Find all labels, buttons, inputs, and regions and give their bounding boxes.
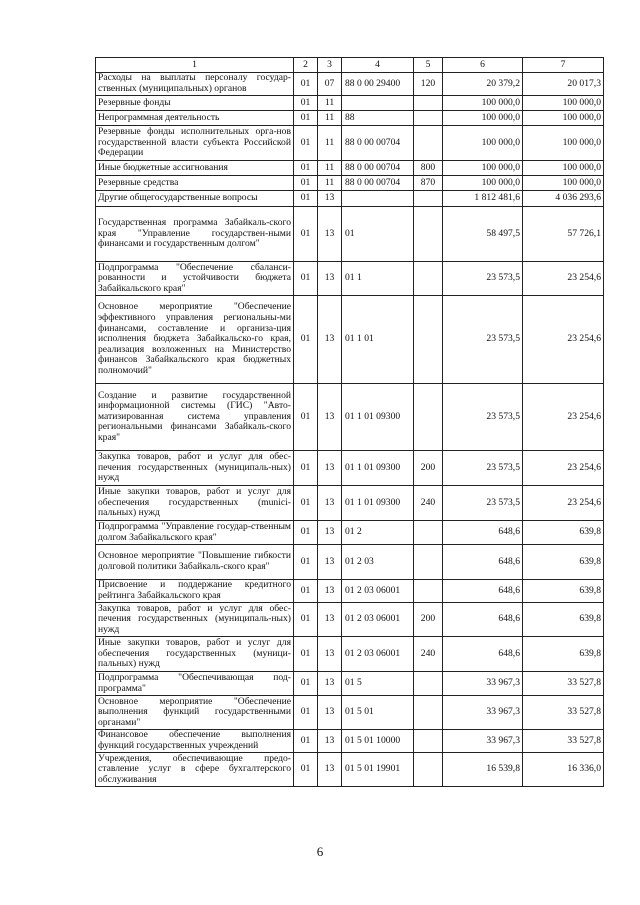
row-amount-2: 100 000,0 [523,161,604,176]
row-amount-2: 100 000,0 [523,176,604,191]
row-amount-1: 648,6 [443,521,523,545]
row-amount-2: 639,8 [523,603,604,637]
row-target-code: 01 1 [342,262,414,296]
row-amount-1: 16 539,8 [443,753,523,787]
row-section: 01 [294,451,318,486]
row-subsection: 13 [318,191,342,207]
row-amount-2: 100 000,0 [523,126,604,161]
table-row [96,753,604,787]
row-amount-2: 100 000,0 [523,96,604,111]
table-row [96,296,604,384]
row-name: Иные бюджетные ассигнования [96,161,294,176]
table-row [96,126,604,161]
row-target-code: 01 2 03 [342,545,414,580]
table-row [96,111,604,126]
row-expense-type: 800 [414,161,443,176]
row-target-code: 88 0 00 00704 [342,176,414,191]
header-cell-4: 4 [342,58,414,73]
row-section: 01 [294,262,318,296]
row-amount-1: 33 967,3 [443,672,523,696]
row-target-code: 01 [342,207,414,262]
row-name: Подпрограмма "Обеспечение сбаланси-рованности и устойчивости бюджета Забайкальского края" [96,262,294,296]
row-amount-2: 4 036 293,6 [523,191,604,207]
row-amount-1: 33 967,3 [443,730,523,753]
row-name: Основное мероприятие "Обеспечение эффективного управления региональны-ми финансами, составление и организа-ция исполнения бюджета Забайкальско-го края, реализация возложенных на Министерство финансов Забайкальского края бюджетных полномочий" [96,296,294,384]
row-section: 01 [294,111,318,126]
row-amount-1: 23 573,5 [443,296,523,384]
row-amount-2: 16 336,0 [523,753,604,787]
row-name: Резервные средства [96,176,294,191]
row-section: 01 [294,73,318,96]
row-expense-type [414,730,443,753]
row-amount-2: 639,8 [523,521,604,545]
row-name: Непрограммная деятельность [96,111,294,126]
row-section: 01 [294,296,318,384]
row-amount-1: 20 379,2 [443,73,523,96]
row-section: 01 [294,580,318,603]
table-header-row [96,58,604,73]
row-name: Создание и развитие государственной информационной системы (ГИС) "Авто-матизированная система управления региональными финансами Забайкаль-ского края" [96,384,294,451]
row-subsection: 11 [318,161,342,176]
row-expense-type: 240 [414,486,443,521]
row-amount-2: 33 527,8 [523,696,604,730]
row-amount-1: 648,6 [443,545,523,580]
row-subsection: 13 [318,545,342,580]
row-target-code [342,96,414,111]
header-cell-7: 7 [523,58,604,73]
row-target-code: 01 1 01 09300 [342,451,414,486]
row-subsection: 13 [318,296,342,384]
row-expense-type [414,126,443,161]
row-target-code: 01 5 01 [342,696,414,730]
table-row [96,207,604,262]
row-expense-type [414,521,443,545]
row-amount-2: 57 726,1 [523,207,604,262]
table-row [96,545,604,580]
row-expense-type [414,753,443,787]
page-number: 6 [316,844,324,859]
row-amount-1: 648,6 [443,637,523,672]
header-cell-3: 3 [318,58,342,73]
row-amount-1: 100 000,0 [443,176,523,191]
row-amount-1: 648,6 [443,580,523,603]
row-subsection: 13 [318,730,342,753]
row-name: Учреждения, обеспечивающие предо-ставление услуг в сфере бухгалтерского обслуживания [96,753,294,787]
table-row [96,262,604,296]
row-amount-1: 23 573,5 [443,262,523,296]
row-amount-1: 23 573,5 [443,486,523,521]
row-amount-1: 100 000,0 [443,161,523,176]
row-target-code: 01 5 [342,672,414,696]
row-subsection: 13 [318,603,342,637]
row-name: Подпрограмма "Обеспечивающая под-программа" [96,672,294,696]
row-section: 01 [294,176,318,191]
row-target-code: 01 5 01 10000 [342,730,414,753]
row-amount-2: 23 254,6 [523,486,604,521]
row-subsection: 11 [318,126,342,161]
row-amount-1: 100 000,0 [443,126,523,161]
table-body [96,73,604,787]
row-section: 01 [294,753,318,787]
row-subsection: 11 [318,176,342,191]
row-subsection: 13 [318,637,342,672]
row-expense-type [414,545,443,580]
row-target-code: 88 0 00 29400 [342,73,414,96]
budget-table [95,57,604,787]
header-cell-1: 1 [96,58,294,73]
row-name: Иные закупки товаров, работ и услуг для обеспечения государственных (munici-пальных) нужд [96,486,294,521]
row-subsection: 13 [318,696,342,730]
row-section: 01 [294,672,318,696]
row-section: 01 [294,96,318,111]
row-expense-type [414,296,443,384]
table-row [96,176,604,191]
row-name: Финансовое обеспечение выполнения функций государственных учреждений [96,730,294,753]
row-target-code [342,191,414,207]
budget-table-container [95,57,603,787]
row-name: Закупка товаров, работ и услуг для обес-печения государственных (муниципаль-ных) нужд [96,451,294,486]
row-amount-1: 23 573,5 [443,451,523,486]
row-subsection: 13 [318,580,342,603]
row-expense-type: 870 [414,176,443,191]
row-subsection: 13 [318,486,342,521]
row-section: 01 [294,126,318,161]
table-row [96,451,604,486]
row-target-code: 88 0 00 00704 [342,161,414,176]
row-name: Присвоение и поддержание кредитного рейтинга Забайкальского края [96,580,294,603]
row-section: 01 [294,545,318,580]
row-expense-type [414,262,443,296]
header-cell-5: 5 [414,58,443,73]
row-section: 01 [294,603,318,637]
row-expense-type: 200 [414,451,443,486]
row-subsection: 13 [318,262,342,296]
row-expense-type: 240 [414,637,443,672]
row-section: 01 [294,521,318,545]
row-amount-1: 23 573,5 [443,384,523,451]
row-subsection: 13 [318,384,342,451]
row-target-code: 01 5 01 19901 [342,753,414,787]
header-cell-2: 2 [294,58,318,73]
row-name: Основное мероприятие "Обеспечение выполнения функций государственными органами" [96,696,294,730]
row-expense-type [414,696,443,730]
row-name: Государственная программа Забайкаль-ского края "Управление государствен-ными финансами и государственным долгом" [96,207,294,262]
row-amount-2: 20 017,3 [523,73,604,96]
table-row [96,486,604,521]
row-name: Иные закупки товаров, работ и услуг для обеспечения государственных (муници-пальных) нужд [96,637,294,672]
table-row [96,96,604,111]
row-target-code: 01 1 01 [342,296,414,384]
table-row [96,73,604,96]
row-amount-2: 100 000,0 [523,111,604,126]
table-row [96,191,604,207]
row-amount-2: 23 254,6 [523,384,604,451]
row-target-code: 01 1 01 09300 [342,384,414,451]
table-row [96,730,604,753]
row-amount-2: 639,8 [523,580,604,603]
row-subsection: 13 [318,672,342,696]
row-name: Резервные фонды [96,96,294,111]
table-row [96,580,604,603]
row-amount-1: 648,6 [443,603,523,637]
row-amount-2: 33 527,8 [523,672,604,696]
row-name: Расходы на выплаты персоналу государ-ственных (муниципальных) органов [96,73,294,96]
row-amount-2: 23 254,6 [523,451,604,486]
row-amount-1: 58 497,5 [443,207,523,262]
row-section: 01 [294,730,318,753]
row-amount-2: 23 254,6 [523,262,604,296]
row-amount-2: 33 527,8 [523,730,604,753]
table-row [96,637,604,672]
row-name: Резервные фонды исполнительных орга-нов государственной власти субъекта Российской Федерации [96,126,294,161]
row-expense-type: 200 [414,603,443,637]
row-target-code: 01 1 01 09300 [342,486,414,521]
row-section: 01 [294,191,318,207]
row-section: 01 [294,637,318,672]
row-target-code: 01 2 [342,521,414,545]
row-section: 01 [294,384,318,451]
row-amount-1: 100 000,0 [443,96,523,111]
row-subsection: 13 [318,521,342,545]
row-name: Подпрограмма "Управление государ-ственным долгом Забайкальского края" [96,521,294,545]
row-subsection: 11 [318,111,342,126]
row-target-code: 01 2 03 06001 [342,603,414,637]
row-amount-1: 1 812 481,6 [443,191,523,207]
row-target-code: 88 0 00 00704 [342,126,414,161]
row-amount-2: 639,8 [523,545,604,580]
row-subsection: 13 [318,753,342,787]
row-section: 01 [294,696,318,730]
row-section: 01 [294,486,318,521]
row-name: Закупка товаров, работ и услуг для обес-печения государственных (муниципаль-ных) нужд [96,603,294,637]
table-row [96,672,604,696]
row-expense-type [414,111,443,126]
row-amount-2: 23 254,6 [523,296,604,384]
row-expense-type [414,384,443,451]
row-expense-type [414,672,443,696]
table-row [96,603,604,637]
row-subsection: 07 [318,73,342,96]
row-amount-1: 100 000,0 [443,111,523,126]
row-target-code: 01 2 03 06001 [342,637,414,672]
row-target-code: 01 2 03 06001 [342,580,414,603]
header-cell-6: 6 [443,58,523,73]
row-amount-1: 33 967,3 [443,696,523,730]
row-expense-type: 120 [414,73,443,96]
row-subsection: 13 [318,451,342,486]
row-subsection: 11 [318,96,342,111]
row-expense-type [414,207,443,262]
row-name: Другие общегосударственные вопросы [96,191,294,207]
row-target-code: 88 [342,111,414,126]
row-section: 01 [294,161,318,176]
table-row [96,161,604,176]
row-subsection: 13 [318,207,342,262]
row-name: Основное мероприятие "Повышение гибкости долговой политики Забайкаль-ского края" [96,545,294,580]
row-expense-type [414,191,443,207]
table-row [96,384,604,451]
row-expense-type [414,96,443,111]
row-amount-2: 639,8 [523,637,604,672]
table-row [96,696,604,730]
row-expense-type [414,580,443,603]
table-row [96,521,604,545]
row-section: 01 [294,207,318,262]
